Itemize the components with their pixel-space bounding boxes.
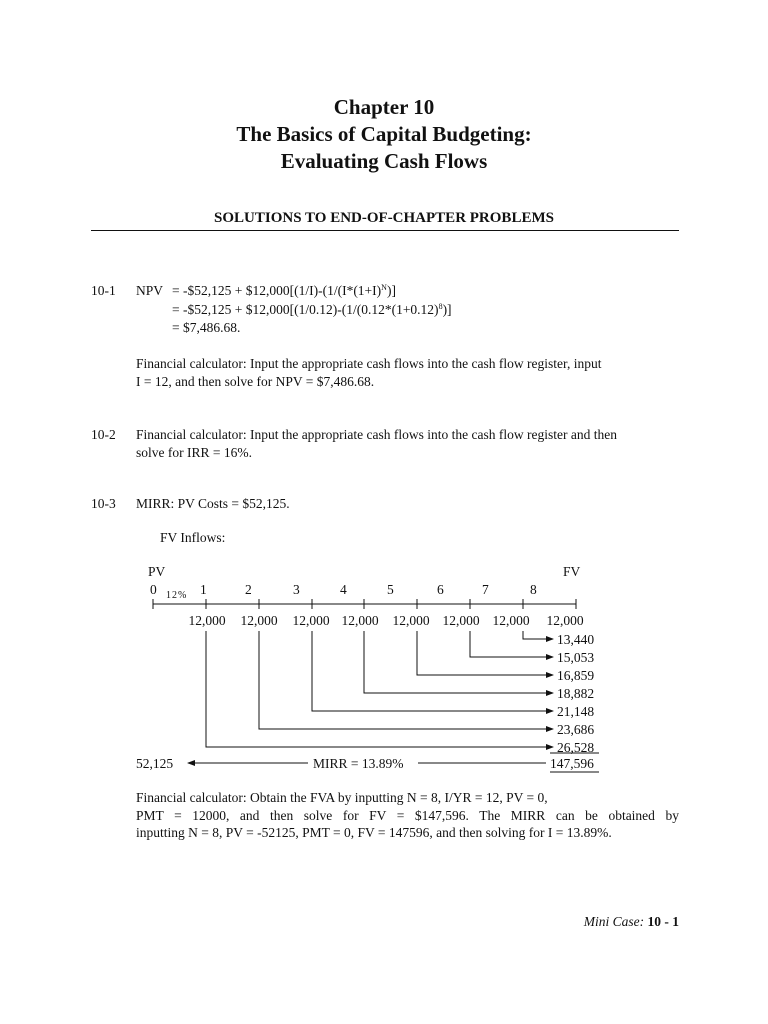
period-label: 5	[387, 582, 394, 597]
p1-calc-line1: Financial calculator: Input the appropriate cash flows into the cash flow register, input	[136, 356, 602, 371]
compounding-arrow	[470, 631, 553, 657]
cash-flow-timeline	[0, 555, 768, 780]
period-label: 0	[150, 582, 157, 597]
period-label: 4	[340, 582, 347, 597]
future-value: 21,148	[557, 704, 595, 719]
cash-flow-value: 12,000	[546, 613, 584, 628]
compounding-arrow	[312, 631, 553, 711]
future-value: 23,686	[557, 722, 595, 737]
npv-label: NPV	[136, 283, 164, 298]
period-label: 3	[293, 582, 300, 597]
rate-label: 12%	[166, 590, 188, 601]
mirr-pv-costs: MIRR: PV Costs = $52,125.	[136, 496, 290, 511]
fv-label: FV	[563, 564, 581, 579]
npv-formula-line2: = -$52,125 + $\$12,000[(1/0.12)-(1/(0.12*(1+0.12)^8)]$	[172, 302, 452, 317]
mirr-label: MIRR = 13.89%	[313, 756, 404, 771]
problem-number-10-1: 10-1	[91, 283, 116, 298]
cash-flow-value: 12,000	[442, 613, 480, 628]
cash-flow-value: 12,000	[341, 613, 379, 628]
cash-flow-value: 12,000	[492, 613, 530, 628]
future-value: 26,528	[557, 740, 595, 755]
period-label: 6	[437, 582, 444, 597]
compounding-arrow	[523, 631, 553, 639]
future-value: 18,882	[557, 686, 595, 701]
period-label: 8	[530, 582, 537, 597]
p1-calc-line2: I = 12, and then solve for NPV = $7,486.68.	[136, 374, 375, 389]
chapter-title-line1: The Basics of Capital Budgeting:	[236, 122, 532, 146]
cash-flow-value: 12,000	[188, 613, 226, 628]
p3-calc-paragraph	[136, 789, 679, 842]
cash-flow-value: 12,000	[292, 613, 330, 628]
period-label: 2	[245, 582, 252, 597]
period-label: 7	[482, 582, 489, 597]
cash-flow-value: 12,000	[240, 613, 278, 628]
compounding-arrow	[364, 631, 553, 693]
page-footer: Mini Case: 10 - 1	[583, 914, 679, 929]
fv-inflows-label: FV Inflows:	[160, 530, 226, 545]
problem-number-10-3: 10-3	[91, 496, 116, 511]
compounding-arrow	[206, 631, 553, 747]
p2-line1: Financial calculator: Input the appropriate cash flows into the cash flow register and then	[136, 427, 617, 442]
pv-label: PV	[148, 564, 166, 579]
compounding-arrow	[417, 631, 553, 675]
future-value: 16,859	[557, 668, 595, 683]
npv-result: = $7,486.68.	[172, 320, 241, 335]
future-value: 13,440	[557, 632, 595, 647]
npv-formula-line1: = -$52,125 + $\$12,000[(1/I)-(1/(I*(1+I)^N)]$	[172, 283, 396, 298]
p3-calc-line2: PMT = 12000, and then solve for FV = $147,596. The MIRR can be obtained by	[136, 807, 679, 823]
period-label: 1	[200, 582, 207, 597]
problem-number-10-2: 10-2	[91, 427, 116, 442]
p3-calc-line3: inputting N = 8, PV = -52125, PMT = 0, FV = 147596, and then solving for I = 13.89%.	[136, 825, 612, 840]
future-value: 15,053	[557, 650, 595, 665]
chapter-title-line2: Evaluating Cash Flows	[280, 149, 488, 173]
cash-flow-value: 12,000	[392, 613, 430, 628]
section-heading: SOLUTIONS TO END-OF-CHAPTER PROBLEMS	[214, 210, 554, 226]
p3-calc-line1: Financial calculator: Obtain the FVA by inputting N = 8, I/YR = 12, PV = 0,	[136, 790, 548, 805]
heading-rule	[91, 230, 679, 231]
p2-line2: solve for IRR = 16%.	[136, 445, 252, 460]
compounding-arrow	[259, 631, 553, 729]
chapter-number: Chapter 10	[333, 95, 435, 119]
total-fv: 147,596	[550, 756, 594, 771]
pv-costs-value: 52,125	[136, 756, 174, 771]
